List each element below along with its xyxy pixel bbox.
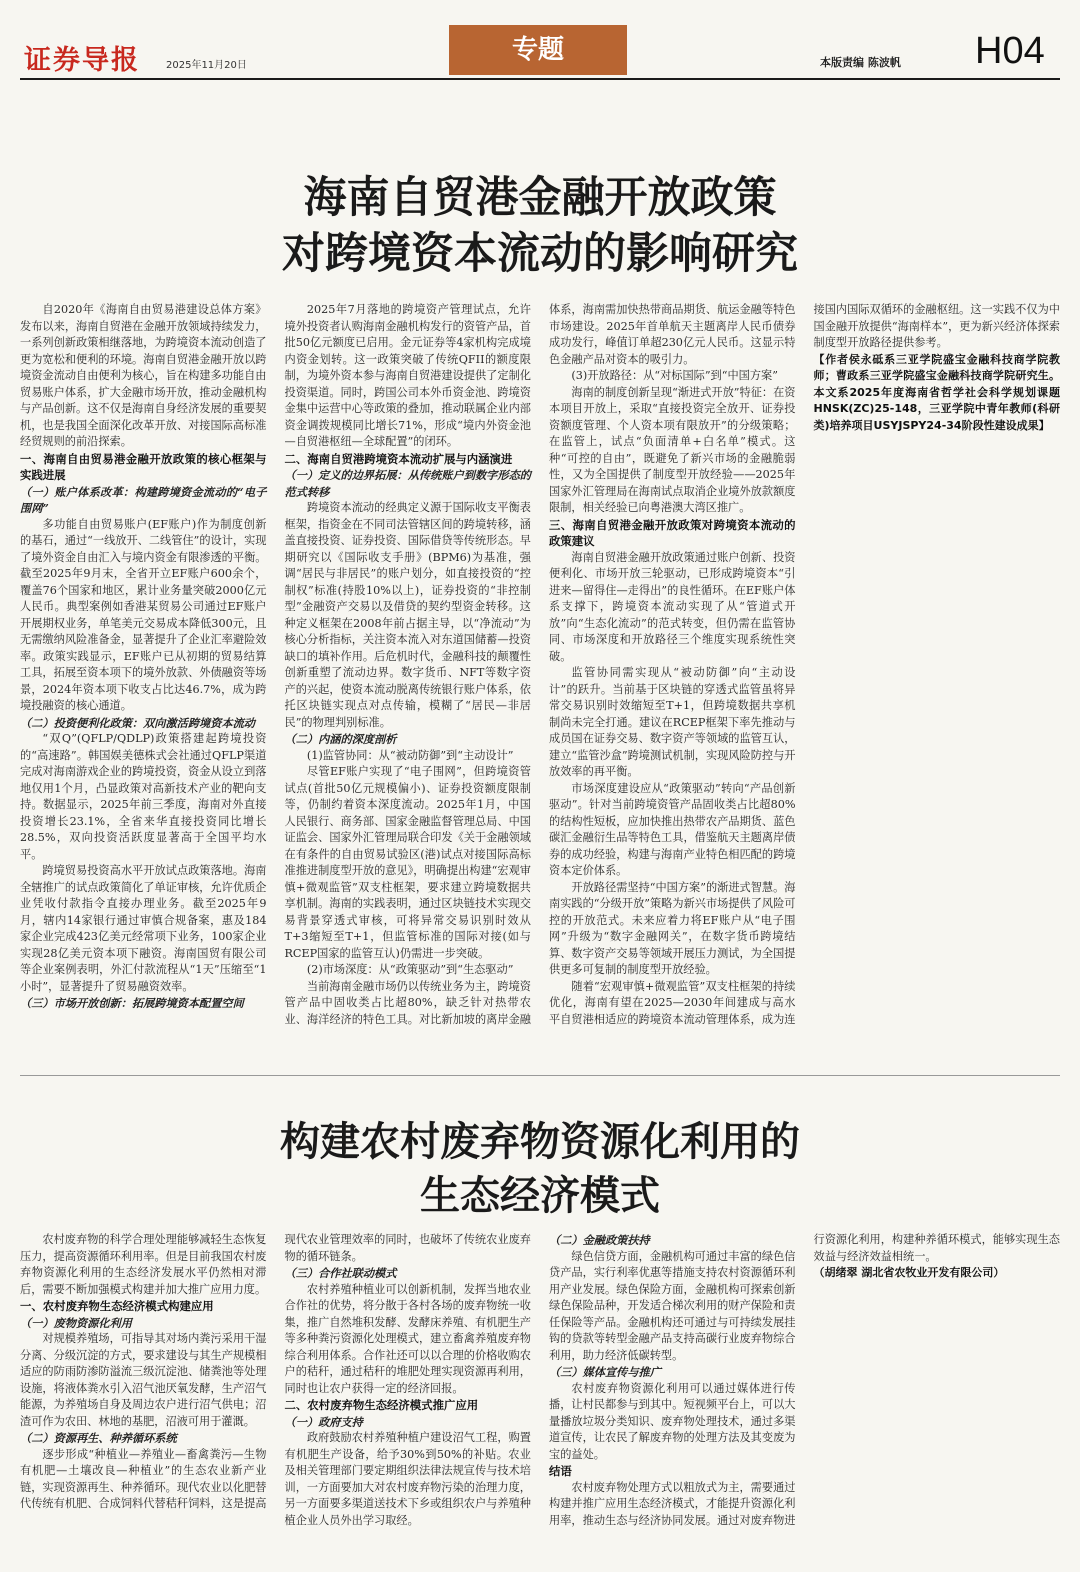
page-header bbox=[0, 0, 1080, 80]
body-paragraph: (2)市场深度：从“政策驱动”到“生态驱动” bbox=[306, 963, 514, 976]
subsection-heading: （二）资源再生、种养循环系统 bbox=[20, 1431, 177, 1445]
header-rule bbox=[20, 78, 1060, 80]
section-topic-tab: 专题 bbox=[449, 25, 627, 75]
article1-title bbox=[0, 170, 1080, 282]
body-paragraph: 对规模养殖场，可指导其对场内粪污采用干湿分离、分级沉淀的方式，要求建设与其生产规模相适应的防雨防渗防溢流三级沉淀池、储粪池等处理设施，将液体粪水引入沼气池厌氧发酵，生产沼气能源，为养殖场自身及周边农户进行沼气供电；沼渣可作为农田、林地的基肥，沼液可用于灌溉。 bbox=[20, 1332, 267, 1428]
subsection-heading: （一）政府支持 bbox=[284, 1414, 363, 1429]
body-paragraph: 监管协同需实现从“被动防御”向“主动设计”的跃升。当前基于区块链的穿透式监管虽将异常交易识别时效缩短至T+1，但跨境数据共享机制尚未完全打通。建议在RCEP框架下率先推动与成员国在证券交易、数字资产等领域的监管互认，建立“监管沙盒”跨境测试机制，实现风险防控与开放效率的再平衡。 bbox=[549, 666, 796, 778]
author-credit: 【作者侯永砥系三亚学院盛宝金融科技商学院教师；曹政系三亚学院盛宝金融科技商学院研究生。本文系2025年度海南省哲学社会科学规划课题HNSK(ZC)25-148，三亚学院中青年教师(科研类)培养项目USYJSPY24-34阶段性建设成果】 bbox=[813, 352, 1060, 432]
section-heading: 三、海南自贸港金融开放政策对跨境资本流动的政策建议 bbox=[549, 517, 796, 548]
body-paragraph: 尽管EF账户实现了“电子围网”，但跨境资管试点(首批50亿元规模偏小)、证券投资额度限制等，仍制约着资本深度流动。2025年1月，中国人民银行、商务部、国家金融监督管理总局、中国证监会、国家外汇管理局联合印发《关于金融领域在有条件的自由贸易试验区(港)试点对接国际高标准推进制度型开放的意见》，明确提出构建“宏观审慎+微观监管”双支柱框架，要求建立跨境数据共享机制。海南的实践表明，通过区块链技术实现交易背景穿透式审核，可将异常交易识别时效从T+3缩短至T+1，但监管标准的国际对接(如与RCEP国家的监管互认)仍需进一步突破。 bbox=[284, 765, 531, 960]
section-heading: 结语 bbox=[549, 1464, 572, 1478]
body-paragraph: 多功能自由贸易账户(EF账户)作为制度创新的基石，通过“一线放开、二线管住”的设计，实现了境外资金自由汇入与境内资金有限渗透的平衡。截至2025年9月末，全省开立EF账户600余个，覆盖76个国家和地区，累计业务量突破2000亿元人民币。典型案例如香港某贸易公司通过EF账户开展期权业务，单笔美元交易成本降低300元，且无需缴纳风险准备金，显著提升了企业汇率避险效率。政策实践显示，EF账户已从初期的贸易结算工具，拓展至资本项下的境外放款、外债融资等场景，2024年资本项下收支占比达46.7%，成为跨境投融资的核心通道。 bbox=[20, 517, 267, 712]
body-paragraph: 随着“宏观审慎+微观监管”双支柱框架的持续优化，海南有望在2025—2030年间建成与高水平自贸港相适应的跨境资本流动管理体系，成为连接国内国际双循环的金融枢纽。这一实践不仅为中国金融开放提供“海南样本”，更为新兴经济体探索制度型开放路径提供参考。 bbox=[549, 303, 1060, 1026]
subsection-heading: （二）投资便利化政策：双向激活跨境资本流动 bbox=[20, 715, 255, 730]
article2-title-line2: 生态经济模式 bbox=[420, 1173, 660, 1219]
section-heading: 一、农村废弃物生态经济模式构建应用 bbox=[20, 1299, 214, 1313]
subsection-heading: （三）市场开放创新：拓展跨境资本配置空间 bbox=[20, 996, 244, 1010]
article2-title bbox=[0, 1115, 1080, 1223]
body-paragraph: “双Q”(QFLP/QDLP)政策搭建起跨境投资的“高速路”。韩国娱美德株式会社通过QFLP渠道完成对海南游戏企业的跨境投资，资金从设立到落地仅用1个月，凸显政策对高新技术产业的靶向支持。数据显示，2025年前三季度，海南对外直接投资增长23.1%，全省来华直接投资同比增长28.5%，双向投资活跃度显著高于全国平均水平。 bbox=[20, 732, 267, 861]
subsection-heading: （二）内涵的深度剖析 bbox=[284, 732, 397, 746]
subsection-heading: （三）媒体宣传与推广 bbox=[549, 1365, 661, 1379]
subsection-heading: （一）废物资源化利用 bbox=[20, 1315, 132, 1330]
article2-body bbox=[20, 1232, 1060, 1544]
article1-title-line2: 对跨境资本流动的影响研究 bbox=[282, 229, 798, 279]
body-paragraph: 农村废弃物的科学合理处理能够减轻生态恢复压力，提高资源循环利用率。但是目前我国农村废弃物资源化利用的生态经济发展水平仍然相对滞后，需要不断加强模式构建并加大推广应用力度。 bbox=[20, 1233, 267, 1296]
body-paragraph: 自2020年《海南自由贸易港建设总体方案》发布以来，海南自贸港在金融开放领域持续发力，一系列创新政策相继落地，为跨境资本流动创造了更为宽松和便利的环境。海南自贸港金融开放以跨境资金流动自由便利为核心，旨在构建多功能自由贸易账户体系，扩大金融市场开放，推动金融机构与产品创新。这不仅是海南自身经济发展的重要契机，也是我国全面深化改革开放、对接国际高标准经贸规则的前沿探索。 bbox=[20, 303, 267, 448]
body-paragraph: 政府鼓励农村养殖种植户建设沼气工程，购置有机肥生产设备，给予30%到50%的补贴。农业及相关管理部门要定期组织法律法规宣传与技术培训，一方面要加大对农村废弃物污染的治理力度，另一方面要多渠道送技术下乡或组织农户与养殖种植企业人员外出学习取经。 bbox=[284, 1431, 531, 1527]
body-paragraph: 2025年7月落地的跨境资产管理试点，允许境外投资者认购海南金融机构发行的资管产品，首批50亿元额度已启用。金元证券等4家机构完成境内资金划转。这一政策突破了传统QFII的额度限制，为境外资本参与海南自贸港建设提供了定制化投资渠道。同时，跨国公司本外币资金池、跨境资金集中运营中心等政策的叠加，推动联属企业内部资金调拨规模同比增长71%，形成“境内外资金池—自贸港枢纽—全球配置”的闭环。 bbox=[284, 303, 531, 448]
body-paragraph: 海南自贸港金融开放政策通过账户创新、投资便利化、市场开放三轮驱动，已形成跨境资本“引进来—留得住—走得出”的良性循环。在EF账户体系支撑下，跨境资本流动实现了从“管道式开放”向“生态化流动”的范式转变，但仍需在监管协同、市场深度和开放路径三个维度实现系统性突破。 bbox=[549, 550, 796, 663]
subsection-heading: （一）账户体系改革：构建跨境资金流动的“电子围网” bbox=[20, 484, 267, 515]
body-paragraph: 绿色信贷方面，金融机构可通过丰富的绿色信贷产品，实行利率优惠等措施支持农村资源循环利用产业发展。绿色保险方面，金融机构可探索创新绿色保险品种，开发适合梯次利用的财产保险和责任保险等产品。金融机构还可通过与可持续发展挂钩的贷款等转型金融产品支持高碳行业废弃物综合利用，助力经济低碳转型。 bbox=[549, 1249, 796, 1362]
body-paragraph: (3)开放路径：从“对标国际”到“中国方案” bbox=[571, 369, 778, 382]
body-paragraph: 逐步形成“种植业—养殖业—畜禽粪污—生物有机肥—土壤改良—种植业”的生态农业新产业链，实现资源再生、种养循环。现代农业以化肥替代传统有机肥、合成饲料代替秸秆饲料，这是提高现代农业管理效率的同时，也破坏了传统农业废弃物的循环链条。 bbox=[20, 1233, 531, 1510]
subsection-heading: （三）合作社联动模式 bbox=[284, 1266, 397, 1280]
page-number: H04 bbox=[975, 30, 1045, 72]
body-paragraph: 市场深度建设应从“政策驱动”转向“产品创新驱动”。针对当前跨境资管产品固收类占比超80%的结构性短板，应加快推出热带农产品期货、蓝色碳汇金融衍生品等特色工具，借鉴航天主题离岸债券的成功经验，构建与海南产业特色相匹配的跨境资本定价体系。 bbox=[549, 781, 796, 877]
issue-date: 2025年11月20日 bbox=[166, 60, 247, 71]
body-paragraph: (1)监管协同：从“被动防御”到“主动设计” bbox=[306, 748, 514, 762]
body-paragraph: 跨境资本流动的经典定义源于国际收支平衡表框架，指资金在不同司法管辖区间的跨境转移，涵盖直接投资、证券投资、国际借贷等传统形态。早期研究以《国际收支手册》(BPM6)为基准，强调“居民与非居民”的账户划分，如直接投资的“控制权”标准(持股10%以上)，证券投资的“非控制型”金融资产交易以及借贷的契约型资金转移。这种定义框架在2008年前占据主导，以“净流动”为核心分析指标，关注资本流入对东道国储蓄—投资缺口的填补作用。后危机时代，金融科技的颠覆性创新重塑了流动边界。数字货币、NFT等数字资产的兴起，使资本流动脱离传统银行账户体系，依托区块链实现点对点传输，模糊了“居民—非居民”的物理判别标准。 bbox=[284, 501, 531, 729]
body-paragraph: 跨境贸易投资高水平开放试点政策落地。海南全辖推广的试点政策简化了单证审核，允许优质企业凭收付款指令直接办理业务。截至2025年9月，辖内14家银行通过审慎合规备案，惠及184家企业完成423亿美元经常项下业务，100家企业实现28亿美元资本项下融资。海南国贸有限公司等企业案例表明，外汇付款流程从“1天”压缩至“1小时”，显著提升了贸易融资效率。 bbox=[20, 864, 267, 993]
masthead-name: 证券导报 bbox=[24, 45, 140, 76]
body-paragraph: 海南的制度创新呈现“渐进式开放”特征：在资本项目开放上，采取“直接投资完全放开、证券投资额度管理、个人资本项有限放开”的分级策略；在监管上，试点“负面清单+白名单”模式。这种“可控的自由”，既避免了新兴市场的金融脆弱性，又为全国提供了制度型开放经验——2025年国家外汇管理局在海南试点取消企业境外放款额度限制，相关经验已向粤港澳大湾区推广。 bbox=[549, 385, 796, 514]
article1-body bbox=[20, 302, 1060, 1032]
body-paragraph: 农村废弃物资源化利用可以通过媒体进行传播，让村民都参与到其中。短视频平台上，可以大量播放垃圾分类知识、废弃物处理技术，通过多渠道宣传，让农民了解废弃物的处理方法及其变废为宝的益处。 bbox=[549, 1381, 796, 1461]
body-paragraph: 开放路径需坚持“中国方案”的渐进式智慧。海南实践的“分级开放”策略为新兴市场提供了风险可控的开放范式。未来应着力将EF账户从“电子围网”升级为“数字金融网关”，在数字货币跨境结算、数字资产交易等领域开展压力测试，为全国提供更多可复制的制度型开放经验。 bbox=[549, 880, 796, 976]
author-credit: （胡绪翠 湖北省农牧业开发有限公司） bbox=[813, 1266, 1005, 1279]
section-heading: 一、海南自由贸易港金融开放政策的核心框架与实践进展 bbox=[20, 451, 267, 482]
body-paragraph: 当前海南金融市场仍以传统业务为主，跨境资管产品中固收类占比超80%，缺乏针对热带农业、海洋经济的特色工具。对比新加坡的离岸金融体系，海南需加快热带商品期货、航运金融等特色市场建设。2025年首单航天主题离岸人民币债券成功发行，峰值订单超230亿元人民币。这显示特色金融产品对资本的吸引力。 bbox=[284, 303, 796, 1026]
subsection-heading: （一）定义的边界拓展：从传统账户到数字形态的范式转移 bbox=[284, 468, 531, 499]
article2-title-line1: 构建农村废弃物资源化利用的 bbox=[280, 1119, 800, 1165]
body-paragraph: 农村废弃物处理方式以粗放式为主，需要通过构建并推广应用生态经济模式，才能提升资源化利用率，推动生态与经济协同发展。通过对废弃物进行资源化利用，构建种养循环模式，能够实现生态效益与经济效益相统一。 bbox=[549, 1233, 1060, 1527]
subsection-heading: （二）金融政策扶持 bbox=[549, 1233, 650, 1247]
section-heading: 二、海南自贸港跨境资本流动扩展与内涵演进 bbox=[284, 451, 513, 466]
editor-credit: 本版责编 陈波帆 bbox=[820, 56, 901, 69]
body-paragraph: 农村养殖种植业可以创新机制，发挥当地农业合作社的优势，将分散于各村各场的废弃物统一收集，推广自然堆积发酵、发酵床养殖、有机肥生产等多种粪污资源化处理模式，建立畜禽养殖废弃物综合利用体系。合作社还可以以合理的价格收购农户的秸秆，通过秸秆的堆肥处理实现资源再利用，同时也让农户获得一定的经济回报。 bbox=[284, 1282, 531, 1395]
article1-title-line1: 海南自贸港金融开放政策 bbox=[303, 173, 777, 223]
section-divider bbox=[20, 1075, 1060, 1076]
section-heading: 二、农村废弃物生态经济模式推广应用 bbox=[284, 1398, 479, 1412]
